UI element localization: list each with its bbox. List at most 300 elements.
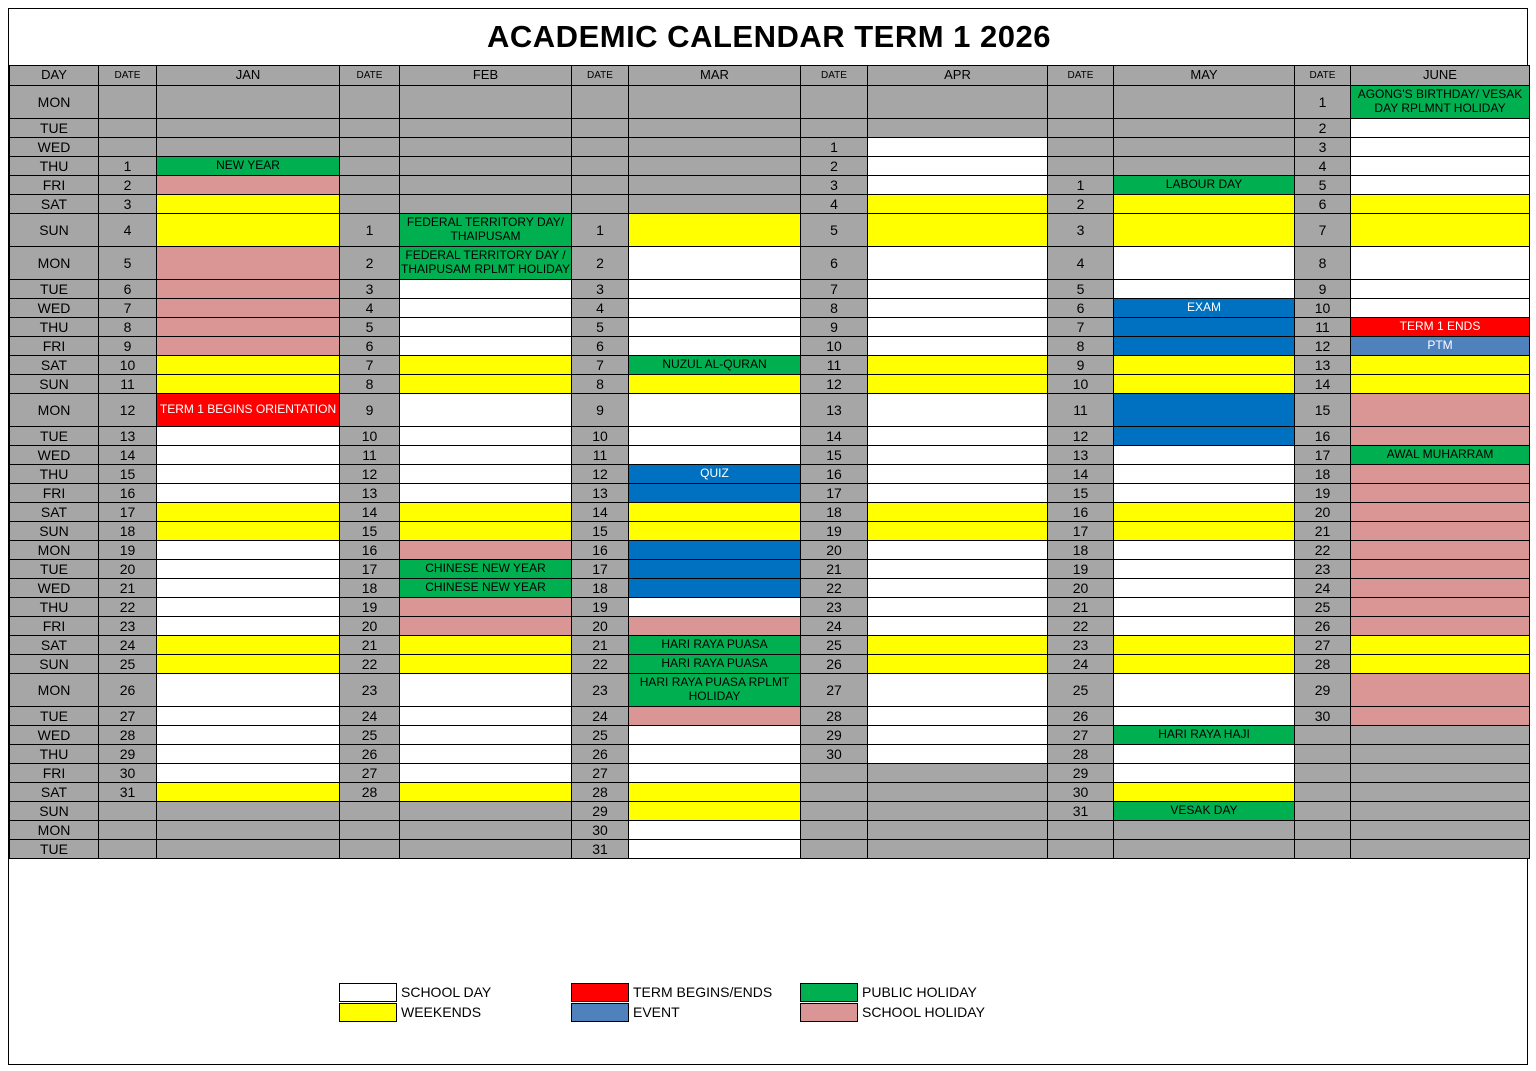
date-cell: 10	[1048, 375, 1114, 394]
date-cell: 26	[572, 745, 629, 764]
event-cell	[400, 655, 572, 674]
date-cell	[572, 176, 629, 195]
date-cell: 28	[1295, 655, 1351, 674]
day-cell: SAT	[10, 636, 99, 655]
calendar-row	[10, 214, 1530, 247]
date-cell	[1295, 726, 1351, 745]
date-cell: 24	[340, 707, 400, 726]
month-header-june: JUNE	[1351, 66, 1530, 86]
calendar-row	[10, 655, 1530, 674]
calendar-row	[10, 783, 1530, 802]
event-cell	[1114, 394, 1295, 427]
date-cell	[340, 195, 400, 214]
event-cell	[400, 707, 572, 726]
event-cell	[1351, 560, 1530, 579]
day-cell: THU	[10, 465, 99, 484]
event-cell	[1114, 503, 1295, 522]
day-cell: THU	[10, 157, 99, 176]
event-cell	[868, 655, 1048, 674]
date-cell: 14	[1295, 375, 1351, 394]
event-cell	[1351, 821, 1530, 840]
event-cell	[157, 802, 340, 821]
calendar-row	[10, 503, 1530, 522]
calendar-row	[10, 726, 1530, 745]
date-cell: 25	[99, 655, 157, 674]
date-cell: 21	[340, 636, 400, 655]
event-cell	[868, 821, 1048, 840]
date-cell	[801, 764, 868, 783]
event-cell: HARI RAYA PUASA RPLMT HOLIDAY	[629, 674, 801, 707]
date-cell: 3	[572, 280, 629, 299]
date-cell: 19	[99, 541, 157, 560]
date-cell: 20	[572, 617, 629, 636]
legend	[9, 959, 1529, 1064]
event-cell	[629, 840, 801, 859]
legend-swatch	[339, 1003, 397, 1022]
event-cell	[1114, 247, 1295, 280]
date-cell: 29	[1295, 674, 1351, 707]
event-cell	[1351, 726, 1530, 745]
date-cell: 1	[801, 138, 868, 157]
date-cell: 13	[1295, 356, 1351, 375]
event-cell	[868, 157, 1048, 176]
event-cell	[157, 655, 340, 674]
event-cell	[1351, 617, 1530, 636]
event-cell	[400, 541, 572, 560]
date-cell: 21	[801, 560, 868, 579]
date-cell	[340, 119, 400, 138]
event-cell	[868, 579, 1048, 598]
date-cell: 12	[340, 465, 400, 484]
event-cell	[400, 617, 572, 636]
event-cell	[629, 337, 801, 356]
date-cell: 25	[801, 636, 868, 655]
date-cell	[340, 821, 400, 840]
date-cell: 9	[340, 394, 400, 427]
day-cell: SAT	[10, 503, 99, 522]
date-cell: 5	[1295, 176, 1351, 195]
date-cell: 6	[801, 247, 868, 280]
date-cell: 2	[1048, 195, 1114, 214]
event-cell	[1114, 337, 1295, 356]
date-cell: 11	[340, 446, 400, 465]
event-cell	[400, 745, 572, 764]
legend-label: SCHOOL HOLIDAY	[862, 1004, 985, 1020]
day-cell: THU	[10, 318, 99, 337]
day-cell: MON	[10, 821, 99, 840]
event-cell	[1114, 783, 1295, 802]
event-cell	[1114, 764, 1295, 783]
day-cell: SUN	[10, 214, 99, 247]
date-cell: 4	[1295, 157, 1351, 176]
date-cell: 4	[801, 195, 868, 214]
date-cell	[340, 840, 400, 859]
event-cell	[1351, 157, 1530, 176]
date-cell: 6	[1048, 299, 1114, 318]
date-column-header: DATE	[99, 66, 157, 86]
event-cell	[1351, 138, 1530, 157]
event-cell	[868, 840, 1048, 859]
event-cell	[157, 247, 340, 280]
event-cell	[629, 745, 801, 764]
event-cell	[868, 541, 1048, 560]
event-cell	[157, 337, 340, 356]
date-cell	[99, 840, 157, 859]
date-cell: 15	[1048, 484, 1114, 503]
calendar-row	[10, 247, 1530, 280]
event-cell	[868, 598, 1048, 617]
date-cell: 15	[340, 522, 400, 541]
event-cell	[157, 138, 340, 157]
date-cell: 24	[99, 636, 157, 655]
date-cell	[340, 176, 400, 195]
date-cell: 5	[801, 214, 868, 247]
date-cell: 21	[99, 579, 157, 598]
date-cell: 28	[801, 707, 868, 726]
date-cell: 6	[340, 337, 400, 356]
date-cell: 8	[1295, 247, 1351, 280]
date-cell: 25	[340, 726, 400, 745]
date-cell: 9	[99, 337, 157, 356]
date-cell: 17	[1295, 446, 1351, 465]
event-cell: CHINESE NEW YEAR	[400, 579, 572, 598]
date-cell: 23	[340, 674, 400, 707]
calendar-row	[10, 560, 1530, 579]
date-cell: 23	[572, 674, 629, 707]
date-column-header: DATE	[572, 66, 629, 86]
date-cell: 29	[99, 745, 157, 764]
event-cell	[629, 503, 801, 522]
event-cell	[1114, 560, 1295, 579]
legend-item	[339, 1002, 481, 1022]
event-cell	[1351, 465, 1530, 484]
calendar-row	[10, 337, 1530, 356]
event-cell	[1351, 674, 1530, 707]
event-cell: FEDERAL TERRITORY DAY/ THAIPUSAM	[400, 214, 572, 247]
event-cell	[1351, 541, 1530, 560]
date-cell: 15	[1295, 394, 1351, 427]
event-cell	[400, 465, 572, 484]
calendar-row	[10, 375, 1530, 394]
date-cell: 12	[1048, 427, 1114, 446]
event-cell	[157, 745, 340, 764]
event-cell	[868, 394, 1048, 427]
event-cell	[868, 427, 1048, 446]
event-cell	[1114, 446, 1295, 465]
date-cell: 20	[1295, 503, 1351, 522]
event-cell: AWAL MUHARRAM	[1351, 446, 1530, 465]
date-cell	[801, 802, 868, 821]
date-cell: 22	[1295, 541, 1351, 560]
event-cell	[868, 636, 1048, 655]
date-cell	[801, 86, 868, 119]
date-cell: 9	[572, 394, 629, 427]
date-cell: 5	[99, 247, 157, 280]
event-cell	[157, 375, 340, 394]
event-cell	[157, 214, 340, 247]
date-cell: 1	[340, 214, 400, 247]
event-cell	[1351, 195, 1530, 214]
date-cell: 3	[1048, 214, 1114, 247]
event-cell: CHINESE NEW YEAR	[400, 560, 572, 579]
event-cell	[157, 764, 340, 783]
date-cell: 21	[572, 636, 629, 655]
calendar-row	[10, 484, 1530, 503]
event-cell	[1114, 541, 1295, 560]
date-cell: 24	[1048, 655, 1114, 674]
legend-item	[800, 982, 977, 1002]
event-cell	[629, 522, 801, 541]
date-cell: 27	[340, 764, 400, 783]
event-cell: TERM 1 BEGINS ORIENTATION	[157, 394, 340, 427]
event-cell	[400, 138, 572, 157]
event-cell	[629, 157, 801, 176]
event-cell	[157, 617, 340, 636]
event-cell: TERM 1 ENDS	[1351, 318, 1530, 337]
event-cell	[868, 560, 1048, 579]
calendar-row	[10, 280, 1530, 299]
event-cell	[400, 674, 572, 707]
event-cell: EXAM	[1114, 299, 1295, 318]
date-cell: 19	[340, 598, 400, 617]
event-cell	[629, 280, 801, 299]
date-cell: 25	[1295, 598, 1351, 617]
event-cell: HARI RAYA PUASA	[629, 636, 801, 655]
event-cell	[157, 465, 340, 484]
event-cell	[1351, 299, 1530, 318]
event-cell	[629, 484, 801, 503]
event-cell	[868, 176, 1048, 195]
calendar-row	[10, 840, 1530, 859]
event-cell	[157, 840, 340, 859]
event-cell	[1114, 427, 1295, 446]
calendar-row	[10, 541, 1530, 560]
event-cell	[400, 119, 572, 138]
event-cell	[1351, 484, 1530, 503]
event-cell	[1114, 86, 1295, 119]
date-cell: 17	[801, 484, 868, 503]
event-cell	[400, 427, 572, 446]
event-cell	[1351, 503, 1530, 522]
event-cell	[400, 176, 572, 195]
event-cell	[157, 176, 340, 195]
date-cell: 2	[572, 247, 629, 280]
event-cell	[868, 503, 1048, 522]
date-cell: 10	[1295, 299, 1351, 318]
date-cell	[572, 86, 629, 119]
event-cell: HARI RAYA PUASA	[629, 655, 801, 674]
date-cell: 10	[801, 337, 868, 356]
date-cell: 8	[99, 318, 157, 337]
date-cell: 27	[801, 674, 868, 707]
date-cell: 18	[572, 579, 629, 598]
calendar-row	[10, 522, 1530, 541]
event-cell	[868, 802, 1048, 821]
date-cell: 8	[340, 375, 400, 394]
event-cell	[1114, 280, 1295, 299]
calendar-row	[10, 195, 1530, 214]
event-cell	[400, 764, 572, 783]
date-cell: 27	[1048, 726, 1114, 745]
date-cell: 5	[1048, 280, 1114, 299]
event-cell	[1114, 707, 1295, 726]
date-cell: 13	[572, 484, 629, 503]
event-cell	[629, 446, 801, 465]
day-cell: FRI	[10, 176, 99, 195]
event-cell	[1114, 484, 1295, 503]
event-cell	[1114, 157, 1295, 176]
legend-swatch	[571, 983, 629, 1002]
event-cell	[400, 356, 572, 375]
day-cell: SUN	[10, 375, 99, 394]
event-cell	[157, 427, 340, 446]
date-cell	[1048, 840, 1114, 859]
calendar-row	[10, 579, 1530, 598]
date-cell	[1295, 745, 1351, 764]
event-cell	[400, 195, 572, 214]
event-cell	[1114, 356, 1295, 375]
date-cell: 22	[340, 655, 400, 674]
event-cell	[400, 318, 572, 337]
date-cell: 28	[340, 783, 400, 802]
date-cell: 21	[1295, 522, 1351, 541]
calendar-row	[10, 394, 1530, 427]
date-cell: 1	[1295, 86, 1351, 119]
event-cell	[629, 318, 801, 337]
date-cell	[572, 138, 629, 157]
day-cell: SUN	[10, 802, 99, 821]
event-cell	[868, 119, 1048, 138]
event-cell	[400, 86, 572, 119]
date-cell: 27	[1295, 636, 1351, 655]
date-cell	[1295, 783, 1351, 802]
date-cell: 28	[572, 783, 629, 802]
event-cell	[1351, 214, 1530, 247]
event-cell	[629, 394, 801, 427]
day-cell: MON	[10, 394, 99, 427]
event-cell	[400, 157, 572, 176]
event-cell	[629, 86, 801, 119]
date-cell	[340, 802, 400, 821]
month-header-apr: APR	[868, 66, 1048, 86]
event-cell	[157, 356, 340, 375]
event-cell	[1114, 465, 1295, 484]
date-cell: 17	[340, 560, 400, 579]
day-cell: TUE	[10, 427, 99, 446]
date-cell: 16	[1048, 503, 1114, 522]
event-cell	[1351, 280, 1530, 299]
event-cell	[1351, 375, 1530, 394]
date-cell: 7	[1295, 214, 1351, 247]
event-cell	[629, 176, 801, 195]
calendar-row	[10, 86, 1530, 119]
event-cell	[868, 247, 1048, 280]
date-cell	[572, 119, 629, 138]
calendar-row	[10, 636, 1530, 655]
date-cell	[572, 157, 629, 176]
date-cell	[340, 86, 400, 119]
date-cell: 27	[572, 764, 629, 783]
date-cell: 25	[572, 726, 629, 745]
date-cell: 2	[1295, 119, 1351, 138]
day-cell: MON	[10, 86, 99, 119]
event-cell	[157, 318, 340, 337]
date-cell: 5	[572, 318, 629, 337]
date-cell: 24	[801, 617, 868, 636]
event-cell	[629, 560, 801, 579]
date-cell	[572, 195, 629, 214]
date-cell: 29	[1048, 764, 1114, 783]
event-cell	[157, 726, 340, 745]
date-cell: 31	[99, 783, 157, 802]
legend-label: PUBLIC HOLIDAY	[862, 984, 977, 1000]
calendar-row	[10, 802, 1530, 821]
date-cell: 15	[99, 465, 157, 484]
date-cell: 16	[1295, 427, 1351, 446]
legend-label: TERM BEGINS/ENDS	[633, 984, 773, 1000]
date-cell	[1048, 821, 1114, 840]
event-cell	[629, 138, 801, 157]
event-cell	[868, 195, 1048, 214]
day-cell: FRI	[10, 484, 99, 503]
date-cell: 24	[572, 707, 629, 726]
event-cell	[400, 280, 572, 299]
calendar-row	[10, 764, 1530, 783]
date-cell: 11	[801, 356, 868, 375]
event-cell	[400, 783, 572, 802]
event-cell	[868, 214, 1048, 247]
legend-label: SCHOOL DAY	[401, 984, 492, 1000]
event-cell	[400, 503, 572, 522]
event-cell	[629, 617, 801, 636]
event-cell	[1114, 375, 1295, 394]
event-cell	[1351, 655, 1530, 674]
date-cell: 21	[1048, 598, 1114, 617]
date-cell	[1048, 86, 1114, 119]
event-cell: NUZUL AL-QURAN	[629, 356, 801, 375]
event-cell	[157, 821, 340, 840]
date-cell: 7	[801, 280, 868, 299]
date-cell: 16	[340, 541, 400, 560]
event-cell	[1114, 119, 1295, 138]
day-cell: WED	[10, 138, 99, 157]
calendar-frame	[8, 8, 1528, 1065]
event-cell	[868, 522, 1048, 541]
event-cell	[629, 764, 801, 783]
date-cell: 25	[1048, 674, 1114, 707]
date-cell: 7	[1048, 318, 1114, 337]
day-cell: TUE	[10, 840, 99, 859]
date-cell: 30	[572, 821, 629, 840]
legend-swatch	[339, 983, 397, 1002]
day-cell: WED	[10, 726, 99, 745]
event-cell	[868, 280, 1048, 299]
calendar-body	[10, 86, 1530, 859]
calendar-row	[10, 318, 1530, 337]
date-cell: 17	[572, 560, 629, 579]
date-cell: 12	[99, 394, 157, 427]
date-cell: 30	[1048, 783, 1114, 802]
date-cell: 22	[99, 598, 157, 617]
date-cell: 3	[340, 280, 400, 299]
calendar-row	[10, 707, 1530, 726]
event-cell: VESAK DAY	[1114, 802, 1295, 821]
day-cell: SUN	[10, 522, 99, 541]
event-cell	[629, 375, 801, 394]
date-cell: 18	[340, 579, 400, 598]
date-cell: 26	[801, 655, 868, 674]
date-cell: 30	[99, 764, 157, 783]
